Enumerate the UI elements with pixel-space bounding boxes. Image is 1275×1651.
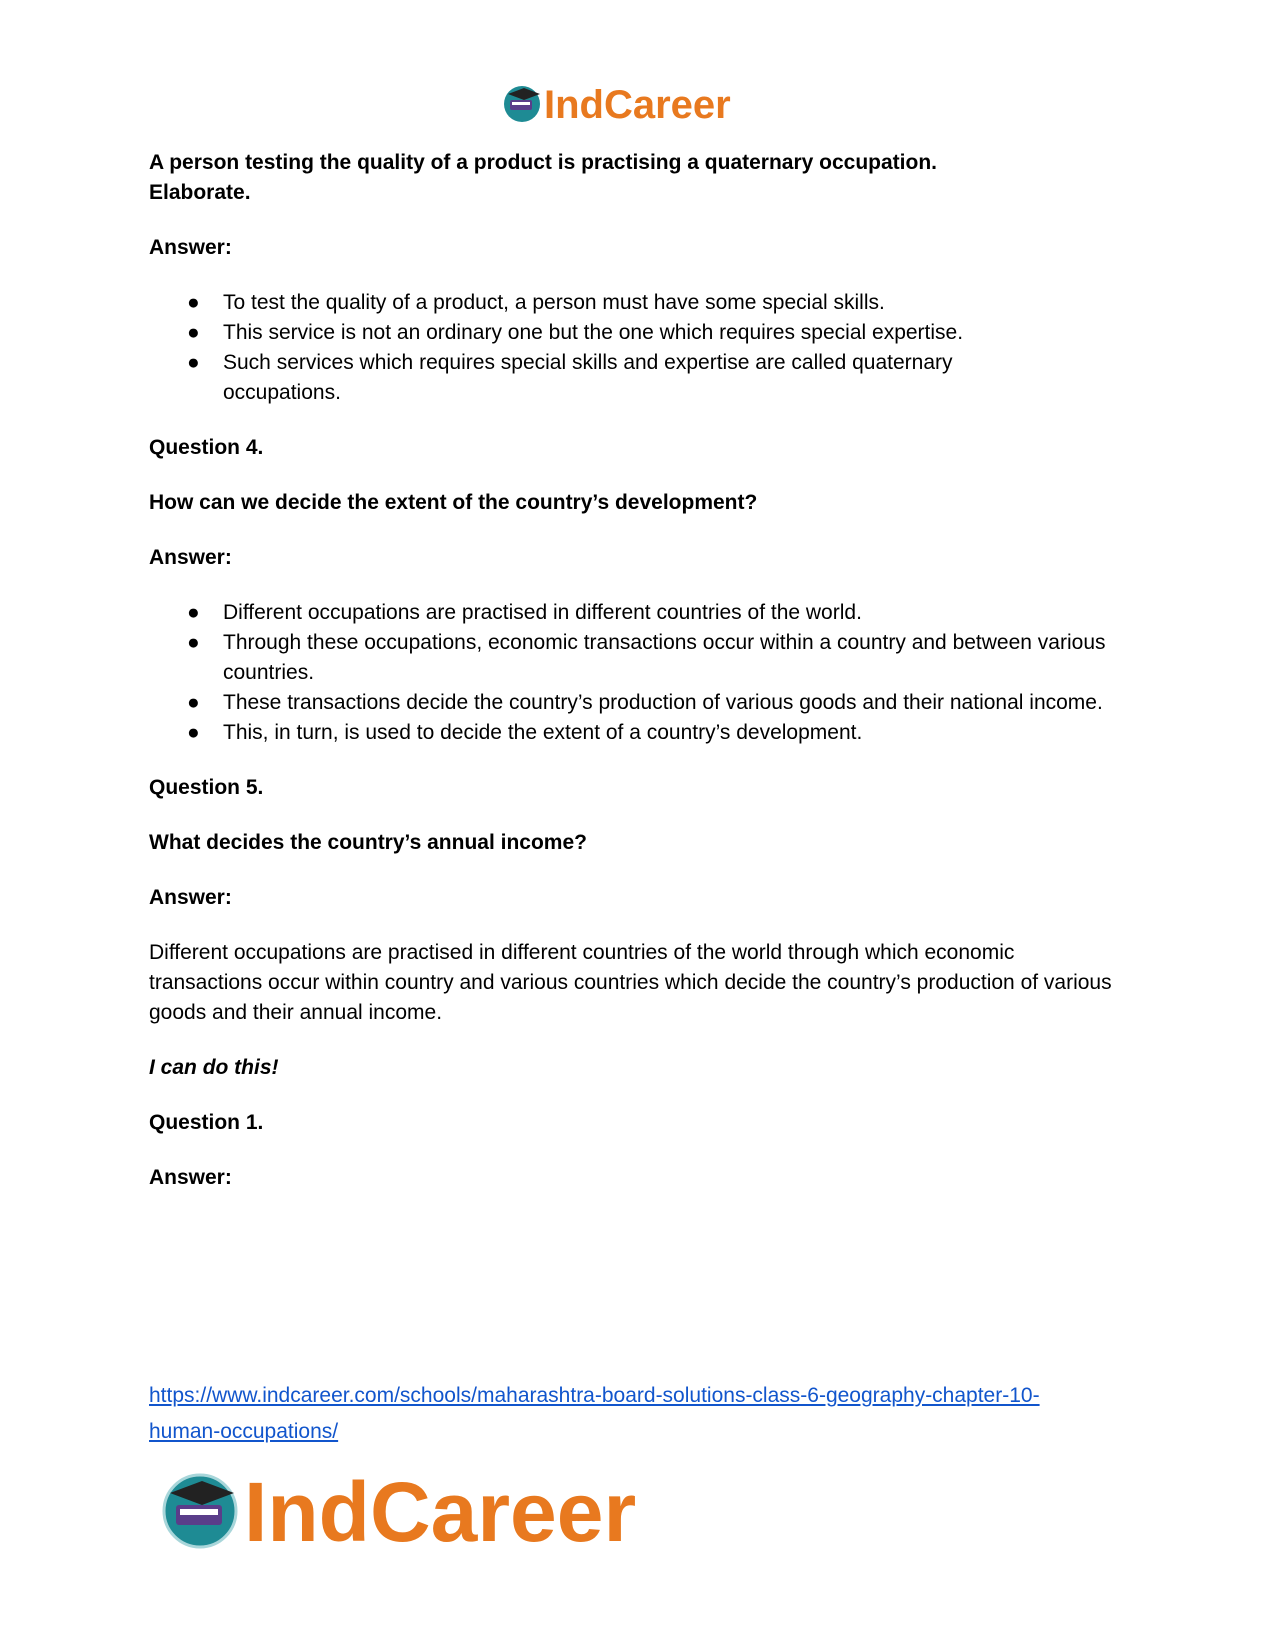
url-line-1: https://www.indcareer.com/schools/maharashtra-board-solutions-class-6-geography-chapter-10- — [149, 1384, 1040, 1407]
answer-label: Answer: — [149, 546, 232, 569]
answer-5-text: Different occupations are practised in different countries of the world through which economic transactions occur within country and various countries which decide the country’s production of various goods and their annual income. — [149, 941, 1112, 1024]
list-item: ● To test the quality of a product, a person must have some special skills. — [187, 291, 885, 314]
document-body — [149, 148, 1129, 1193]
logo-brand-text-top: IndCareer — [544, 83, 731, 126]
question-1-label: Question 1. — [149, 1111, 264, 1134]
answer-3-list — [149, 288, 1129, 408]
list-item: ● Different occupations are practised in different countries of the world. — [187, 601, 862, 624]
question-4-text: How can we decide the extent of the country’s development? — [149, 491, 758, 514]
question-4-label: Question 4. — [149, 436, 264, 459]
list-item: ● Such services which requires special skills and expertise are called quaternary occupations. — [187, 351, 953, 404]
list-item: ● This, in turn, is used to decide the extent of a country’s development. — [187, 721, 863, 744]
list-item: ● This service is not an ordinary one but the one which requires special expertise. — [187, 321, 964, 344]
question-5-label: Question 5. — [149, 776, 264, 799]
answer-4-list — [149, 598, 1129, 748]
indcareer-logo-bottom — [160, 1465, 700, 1555]
list-item: ● Through these occupations, economic transactions occur within a country and between various countries. — [187, 631, 1106, 684]
answer-label: Answer: — [149, 236, 232, 259]
list-item: ● These transactions decide the country’s production of various goods and their national income. — [187, 691, 1103, 714]
footer-link-block — [149, 1378, 1129, 1450]
logo-brand-text-bottom: IndCareer — [244, 1465, 637, 1555]
indcareer-logo-top — [502, 80, 772, 126]
answer-label: Answer: — [149, 886, 232, 909]
question-5-text: What decides the country’s annual income? — [149, 831, 587, 854]
url-line-2: human-occupations/ — [149, 1420, 339, 1443]
question-3-text: A person testing the quality of a product is practising a quaternary occupation. Elaborate. — [149, 151, 938, 204]
answer-label: Answer: — [149, 1166, 232, 1189]
source-url-link[interactable] — [149, 1384, 1040, 1443]
section-heading: I can do this! — [149, 1056, 279, 1079]
